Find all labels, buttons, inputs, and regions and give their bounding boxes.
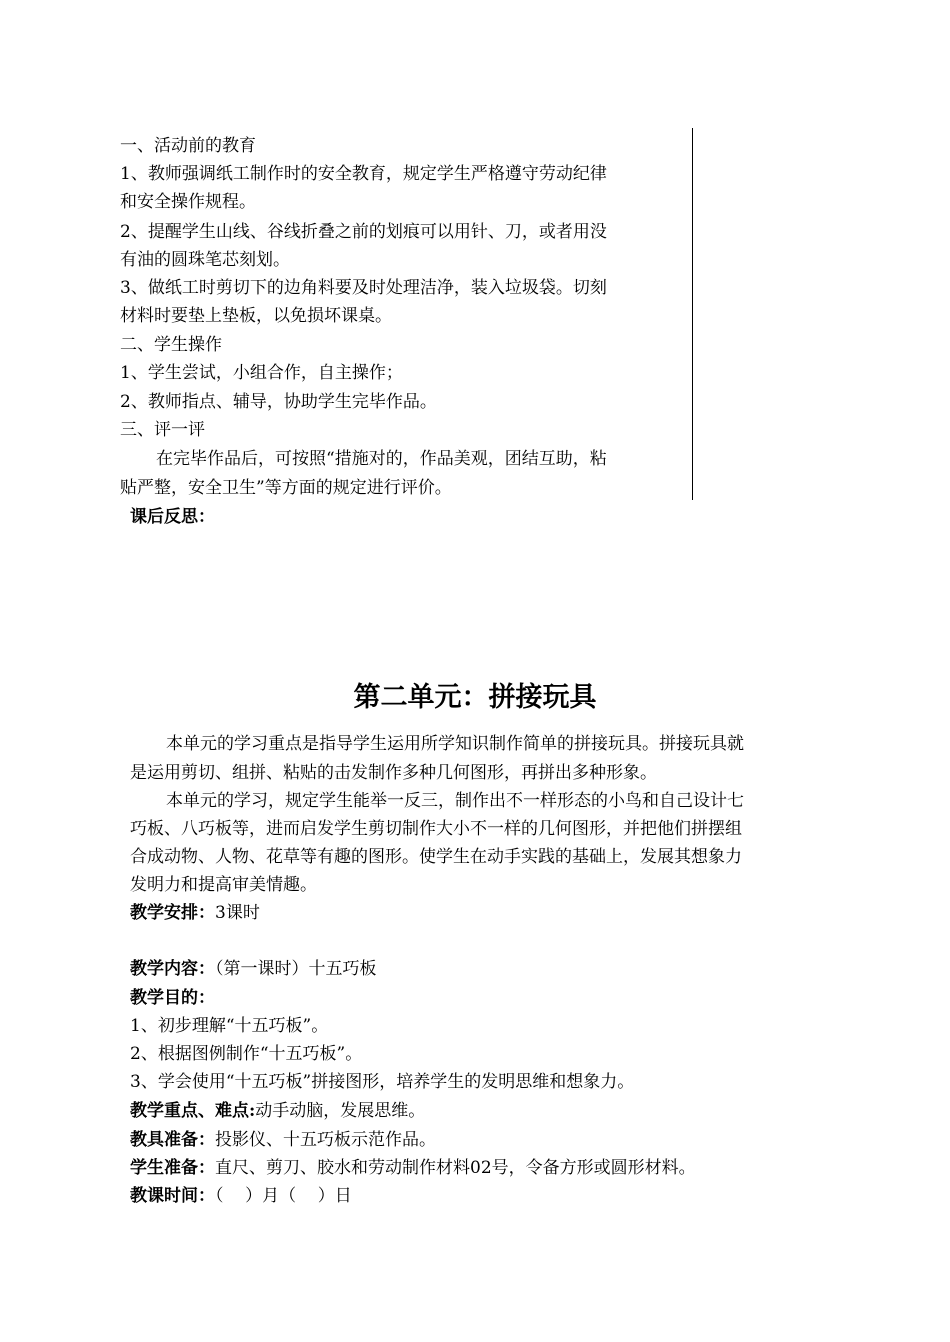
- schedule-value: 3课时: [215, 903, 260, 923]
- goal-label: 教学目的：: [130, 988, 215, 1008]
- evaluation-line2: 贴严整，安全卫生”等方面的规定进行评价。: [120, 478, 452, 498]
- heading-student-operation: 二、学生操作: [120, 335, 222, 355]
- heading-evaluation: 三、评一评: [120, 420, 205, 440]
- unit-intro-p1-line1: 本单元的学习重点是指导学生运用所学知识制作简单的拼接玩具。拼接玩具就: [166, 734, 744, 754]
- student-prep-label: 学生准备：: [130, 1158, 215, 1178]
- content-label: 教学内容：: [130, 959, 215, 979]
- goal-item1: 1、初步理解“十五巧板”。: [130, 1016, 329, 1036]
- tools-label: 教具准备：: [130, 1130, 215, 1150]
- item2-line1: 2、提醒学生山线、谷线折叠之前的划痕可以用针、刀，或者用没: [120, 222, 607, 242]
- class-time-label: 教课时间：: [130, 1186, 215, 1206]
- item2-line2: 有油的圆珠笔芯刻划。: [120, 250, 290, 270]
- item1-line2: 和安全操作规程。: [120, 192, 256, 212]
- unit-intro-p2-line2: 巧板、八巧板等，进而启发学生剪切制作大小不一样的几何图形，并把他们拼摆组: [130, 819, 742, 839]
- item1-line1: 1、教师强调纸工制作时的安全教育，规定学生严格遵守劳动纪律: [120, 164, 607, 184]
- evaluation-line1: 在完毕作品后，可按照“措施对的，作品美观，团结互助，粘: [156, 449, 607, 469]
- heading-before-activity: 一、活动前的教育: [120, 136, 256, 156]
- item3-line1: 3、做纸工时剪切下的边角料要及时处理洁净，装入垃圾袋。切刻: [120, 278, 607, 298]
- operation-item2: 2、教师指点、辅导，协助学生完毕作品。: [120, 392, 437, 412]
- class-time-value: （ ）月（ ）日: [215, 1186, 352, 1206]
- table-border-line: [692, 128, 693, 500]
- goal-item3: 3、学会使用“十五巧板”拼接图形，培养学生的发明思维和想象力。: [130, 1072, 635, 1092]
- key-points-value: 动手动脑，发展思维。: [255, 1101, 426, 1121]
- content-value: （第一课时）十五巧板: [215, 959, 377, 979]
- unit-intro-p2-line3: 合成动物、人物、花草等有趣的图形。使学生在动手实践的基础上，发展其想象力: [130, 847, 742, 867]
- item3-line2: 材料时要垫上垫板，以免损坏课桌。: [120, 306, 392, 326]
- goal-item2: 2、根据图例制作“十五巧板”。: [130, 1044, 363, 1064]
- schedule-row: [130, 899, 260, 928]
- class-time-row: [130, 1182, 352, 1211]
- unit-intro-p2-line1: 本单元的学习，规定学生能举一反三，制作出不一样形态的小鸟和自己设计七: [166, 791, 744, 811]
- operation-item1: 1、学生尝试，小组合作，自主操作；: [120, 363, 403, 383]
- tools-row: [130, 1126, 436, 1155]
- unit-intro-p1-line2: 是运用剪切、组拼、粘贴的击发制作多种几何图形，再拼出多种形象。: [130, 763, 657, 783]
- unit-title: 第二单元：拼接玩具: [353, 682, 597, 713]
- content-row: [130, 955, 377, 984]
- reflection-label: 课后反思：: [130, 507, 215, 527]
- schedule-label: 教学安排：: [130, 903, 215, 923]
- unit-intro-p2-line4: 发明力和提高审美情趣。: [130, 875, 317, 895]
- key-points-row: [130, 1097, 425, 1126]
- key-points-label: 教学重点、难点:: [130, 1101, 256, 1121]
- student-prep-value: 直尺、剪刀、胶水和劳动制作材料02号，令备方形或圆形材料。: [215, 1158, 696, 1178]
- student-prep-row: [130, 1154, 696, 1183]
- tools-value: 投影仪、十五巧板示范作品。: [215, 1130, 436, 1150]
